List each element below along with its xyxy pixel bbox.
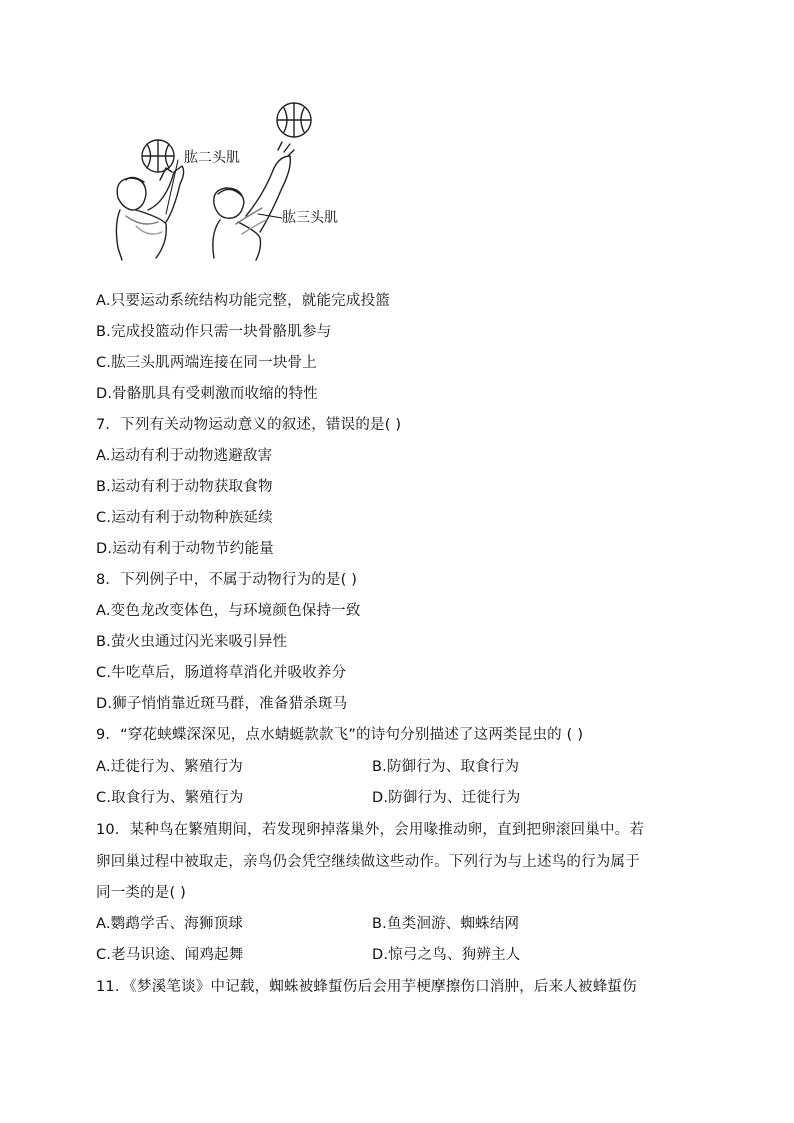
q7-option-d: D.运动有利于动物节约能量 xyxy=(96,541,274,557)
q8-option-a: A.变色龙改变体色，与环境颜色保持一致 xyxy=(96,603,361,619)
basketball-illustration xyxy=(96,98,356,268)
q10-option-a: A.鹦鹉学舌、海狮顶球 xyxy=(96,916,243,932)
q8-option-c: C.牛吃草后，肠道将草消化并吸收养分 xyxy=(96,665,347,681)
q10-stem-line-3: 同一类的是( ) xyxy=(96,885,187,901)
q9-stem: 9．“穿花蛱蝶深深见，点水蜻蜓款款飞”的诗句分别描述了这两类昆虫的 ( ) xyxy=(96,727,584,743)
q10-option-d: D.惊弓之鸟、狗辨主人 xyxy=(372,947,521,963)
player-1-head xyxy=(117,178,146,210)
q7-option-c: C.运动有利于动物种族延续 xyxy=(96,510,273,526)
q6-option-b: B.完成投篮动作只需一块骨骼肌参与 xyxy=(96,324,332,340)
q6-option-c: C.肱三头肌两端连接在同一块骨上 xyxy=(96,355,317,371)
q11-stem-line-1: 11．《梦溪笔谈》中记载，蜘蛛被蜂蜇伤后会用芋梗摩擦伤口消肿，后来人被蜂蜇伤 xyxy=(96,979,637,995)
q10-stem-line-1: 10．某种鸟在繁殖期间，若发现卵掉落巢外，会用喙推动卵，直到把卵滚回巢中。若 xyxy=(96,822,645,838)
q7-option-a: A.运动有利于动物逃避敌害 xyxy=(96,448,273,464)
q8-option-d: D.狮子悄悄靠近斑马群，准备猎杀斑马 xyxy=(96,696,348,712)
q9-option-c: C.取食行为、繁殖行为 xyxy=(96,790,244,806)
label-triceps: 肱三头肌 xyxy=(282,210,338,226)
q7-option-b: B.运动有利于动物获取食物 xyxy=(96,479,273,495)
q6-option-d: D.骨骼肌具有受刺激而收缩的特性 xyxy=(96,386,318,402)
q9-option-b: B.防御行为、取食行为 xyxy=(372,759,520,775)
label-biceps: 肱二头肌 xyxy=(184,150,240,166)
q8-stem: 8．下列例子中，不属于动物行为的是( ) xyxy=(96,572,358,588)
q8-option-b: B.萤火虫通过闪光来吸引异性 xyxy=(96,634,288,650)
q10-option-b: B.鱼类洄游、蜘蛛结网 xyxy=(372,916,520,932)
q7-stem: 7．下列有关动物运动意义的叙述，错误的是( ) xyxy=(96,417,402,433)
q9-option-d: D.防御行为、迁徙行为 xyxy=(372,790,521,806)
player-2-head xyxy=(214,188,244,218)
q10-stem-line-2: 卵回巢过程中被取走，亲鸟仍会凭空继续做这些动作。下列行为与上述鸟的行为属于 xyxy=(96,854,640,870)
basketball-figure xyxy=(96,98,356,268)
q6-option-a: A.只要运动系统结构功能完整，就能完成投篮 xyxy=(96,293,390,309)
q9-option-a: A.迁徙行为、繁殖行为 xyxy=(96,759,243,775)
q10-option-c: C.老马识途、闻鸡起舞 xyxy=(96,947,244,963)
